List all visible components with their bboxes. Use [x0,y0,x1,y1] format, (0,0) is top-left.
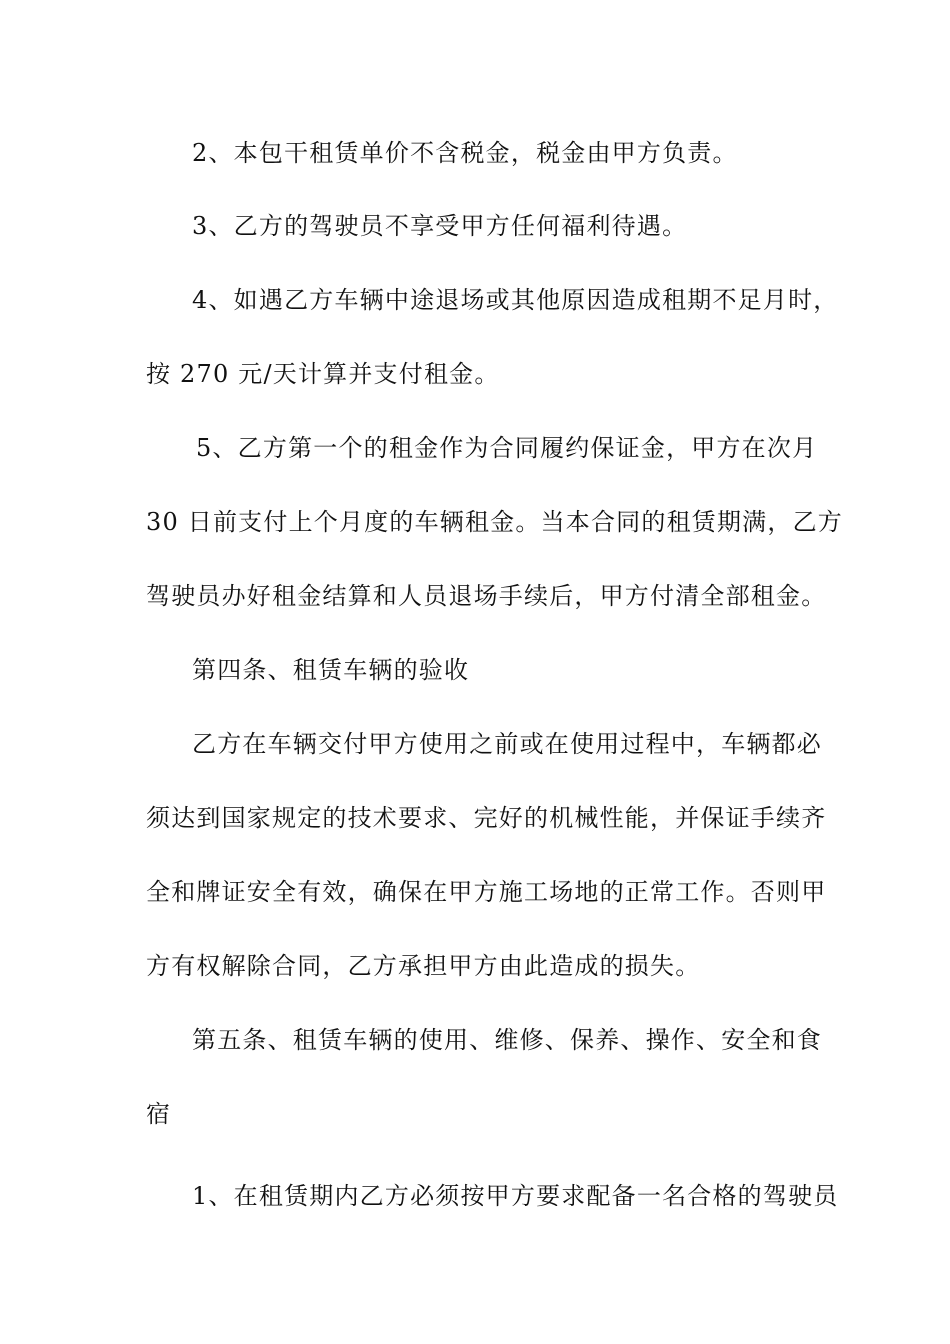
clause-5-continuation-2: 驾驶员办好租金结算和人员退场手续后，甲方付清全部租金。 [146,582,827,610]
clause-4-continuation: 按 270 元/天计算并支付租金。 [146,360,500,388]
article-4-body-4: 方有权解除合同，乙方承担甲方由此造成的损失。 [146,952,701,980]
article-5-clause-1: 1、在租赁期内乙方必须按甲方要求配备一名合格的驾驶员 [192,1182,839,1210]
article-4-body-3: 全和牌证安全有效，确保在甲方施工场地的正常工作。否则甲 [146,878,827,906]
article-5-heading-continuation: 宿 [146,1100,172,1128]
article-4-body-1: 乙方在车辆交付甲方使用之前或在使用过程中，车辆都必 [192,730,822,758]
clause-3-driver-benefits: 3、乙方的驾驶员不享受甲方任何福利待遇。 [192,212,688,240]
article-4-body-2: 须达到国家规定的技术要求、完好的机械性能，并保证手续齐 [146,804,827,832]
clause-5-deposit: 5、乙方第一个的租金作为合同履约保证金，甲方在次月 [196,434,818,462]
article-5-heading: 第五条、租赁车辆的使用、维修、保养、操作、安全和食 [192,1026,822,1054]
article-4-heading: 第四条、租赁车辆的验收 [192,656,470,684]
clause-5-continuation-1: 30 日前支付上个月度的车辆租金。当本合同的租赁期满，乙方 [146,508,843,536]
clause-2-tax: 2、本包干租赁单价不含税金，税金由甲方负责。 [192,139,738,167]
clause-4-early-exit: 4、如遇乙方车辆中途退场或其他原因造成租期不足月时， [192,286,839,314]
